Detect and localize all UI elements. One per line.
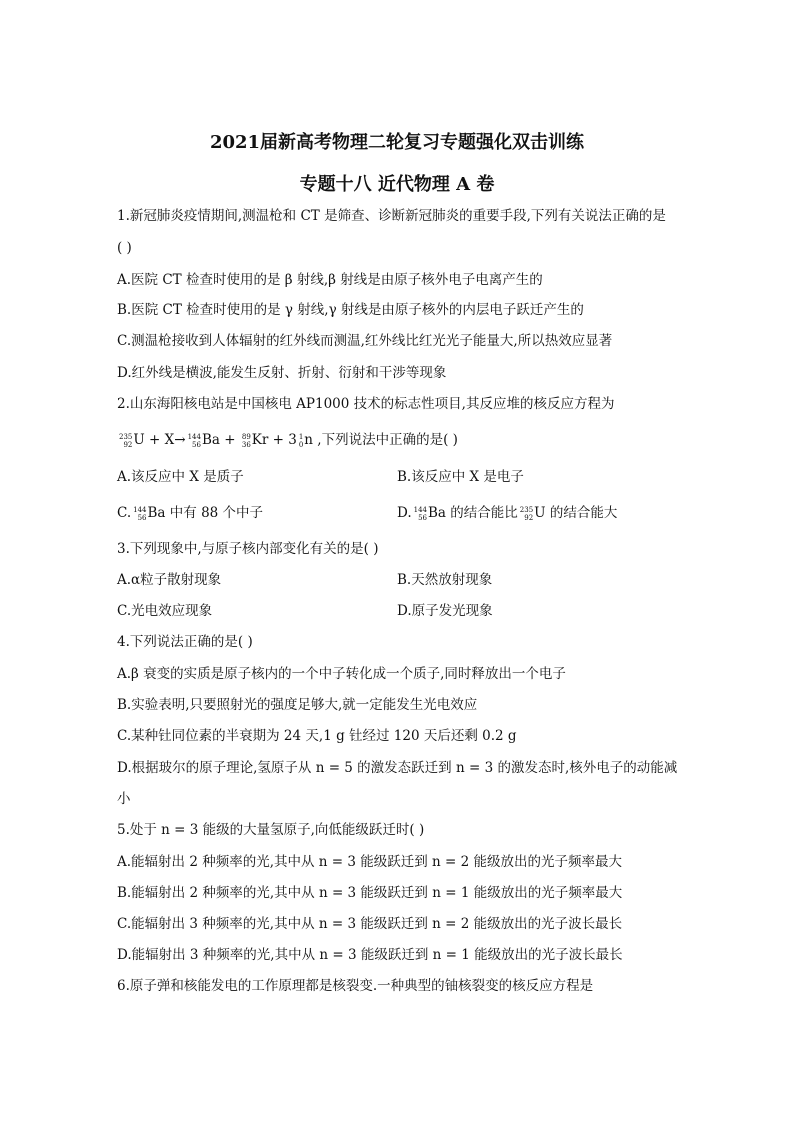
ba-atomic-number-d: 56	[418, 513, 428, 522]
q4-option-c: C.某种钍同位素的半衰期为 24 天,1 g 钍经过 120 天后还剩 0.2 g	[117, 728, 517, 744]
q5-stem: 5.处于 n = 3 能级的大量氢原子,向低能级跃迁时( )	[117, 822, 425, 838]
q4-stem: 4.下列说法正确的是( )	[117, 634, 253, 650]
ba-numbers-c	[133, 506, 146, 522]
ba-mass-number-c: 144	[133, 505, 147, 514]
kr-atomic-number: 36	[241, 440, 251, 449]
q2-nuclear-equation	[117, 428, 458, 449]
n-symbol: n	[304, 432, 313, 448]
q2-c-text: Ba 中有 88 个中子	[147, 505, 264, 521]
ba-numbers-d	[414, 506, 427, 522]
q5-option-b: B.能辐射出 2 种频率的光,其中从 n = 3 能级跃迁到 n = 1 能级放出的光子频率最大	[117, 885, 623, 901]
ba-atomic-number-c: 56	[137, 513, 147, 522]
q4-option-a: A.β 衰变的实质是原子核内的一个中子转化成一个质子,同时释放出一个电子	[117, 666, 566, 682]
q5-option-c: C.能辐射出 3 种频率的光,其中从 n = 3 能级跃迁到 n = 2 能级放出的光子波长最长	[117, 916, 623, 932]
u-numbers	[119, 433, 132, 449]
q2-stem-tail: ,下列说法中正确的是( )	[312, 432, 458, 448]
n-atomic-number: 0	[298, 440, 304, 449]
q5-option-a: A.能辐射出 2 种频率的光,其中从 n = 3 能级跃迁到 n = 2 能级放出的光子频率最大	[117, 854, 623, 870]
q3-option-d: D.原子发光现象	[397, 603, 493, 619]
q4-option-d: D.根据玻尔的原子理论,氢原子从 n = 5 的激发态跃迁到 n = 3 的激发态时,核外电子的动能减	[117, 760, 678, 776]
q2-option-b: B.该反应中 X 是电子	[397, 469, 524, 485]
n-numbers	[299, 433, 303, 449]
u-atomic-number-d: 92	[524, 513, 534, 522]
u-mass-number-d: 235	[519, 505, 534, 514]
eq-plus-x: + X→	[144, 432, 186, 448]
q4-option-d-cont: 小	[117, 791, 131, 807]
q2-option-a: A.该反应中 X 是质子	[117, 469, 244, 485]
q2-c-label: C.	[117, 505, 132, 521]
q5-option-d: D.能辐射出 3 种频率的光,其中从 n = 3 能级跃迁到 n = 1 能级放出的光子波长最长	[117, 947, 623, 963]
q3-option-a: A.α粒子散射现象	[117, 572, 222, 588]
ba-symbol: Ba	[201, 432, 220, 448]
q2-option-d	[397, 502, 794, 524]
ba-mass-number-d: 144	[413, 505, 428, 514]
q1-bracket: ( )	[117, 240, 132, 256]
u-mass-number: 235	[119, 432, 133, 441]
ba-numbers	[188, 433, 201, 449]
q3-stem: 3.下列现象中,与原子核内部变化有关的是( )	[117, 541, 379, 557]
q2-stem: 2.山东海阳核电站是中国核电 AP1000 技术的标志性项目,其反应堆的核反应方程为	[117, 396, 615, 412]
q1-option-c: C.测温枪接收到人体辐射的红外线而测温,红外线比红光光子能量大,所以热效应显著	[117, 333, 613, 349]
q1-option-a: A.医院 CT 检查时使用的是 β 射线,β 射线是由原子核外电子电离产生的	[117, 272, 543, 288]
q3-option-b: B.天然放射现象	[397, 572, 493, 588]
q1-option-d: D.红外线是横波,能发生反射、折射、衍射和干涉等现象	[117, 365, 447, 381]
u-numbers-d	[520, 506, 533, 522]
q2-d-label: D.	[397, 505, 412, 521]
eq-plus: +	[219, 432, 240, 448]
q2-d-text: Ba 的结合能比	[428, 505, 518, 521]
ba-mass-number: 144	[187, 432, 201, 441]
ba-atomic-number: 56	[192, 440, 201, 449]
q1-stem: 1.新冠肺炎疫情期间,测温枪和 CT 是筛查、诊断新冠肺炎的重要手段,下列有关说法正确的是	[117, 208, 666, 224]
kr-symbol: Kr	[251, 432, 269, 448]
kr-mass-number: 89	[241, 432, 251, 441]
q6-stem: 6.原子弹和核能发电的工作原理都是核裂变.一种典型的铀核裂变的核反应方程是	[117, 978, 594, 994]
document-title: 2021届新高考物理二轮复习专题强化双击训练	[209, 132, 585, 153]
u-atomic-number: 92	[123, 440, 133, 449]
document-subtitle: 专题十八 近代物理 A 卷	[299, 174, 495, 195]
kr-numbers	[242, 433, 251, 449]
q1-option-b: B.医院 CT 检查时使用的是 γ 射线,γ 射线是由原子核外的内层电子跃迁产生的	[117, 302, 584, 318]
u-symbol: U	[133, 432, 145, 448]
q4-option-b: B.实验表明,只要照射光的强度足够大,就一定能发生光电效应	[117, 697, 478, 713]
eq-plus-three: + 3	[268, 432, 297, 448]
q2-d-text-end: U 的结合能大	[534, 505, 618, 521]
n-mass-number: 1	[298, 432, 304, 441]
q3-option-c: C.光电效应现象	[117, 603, 213, 619]
